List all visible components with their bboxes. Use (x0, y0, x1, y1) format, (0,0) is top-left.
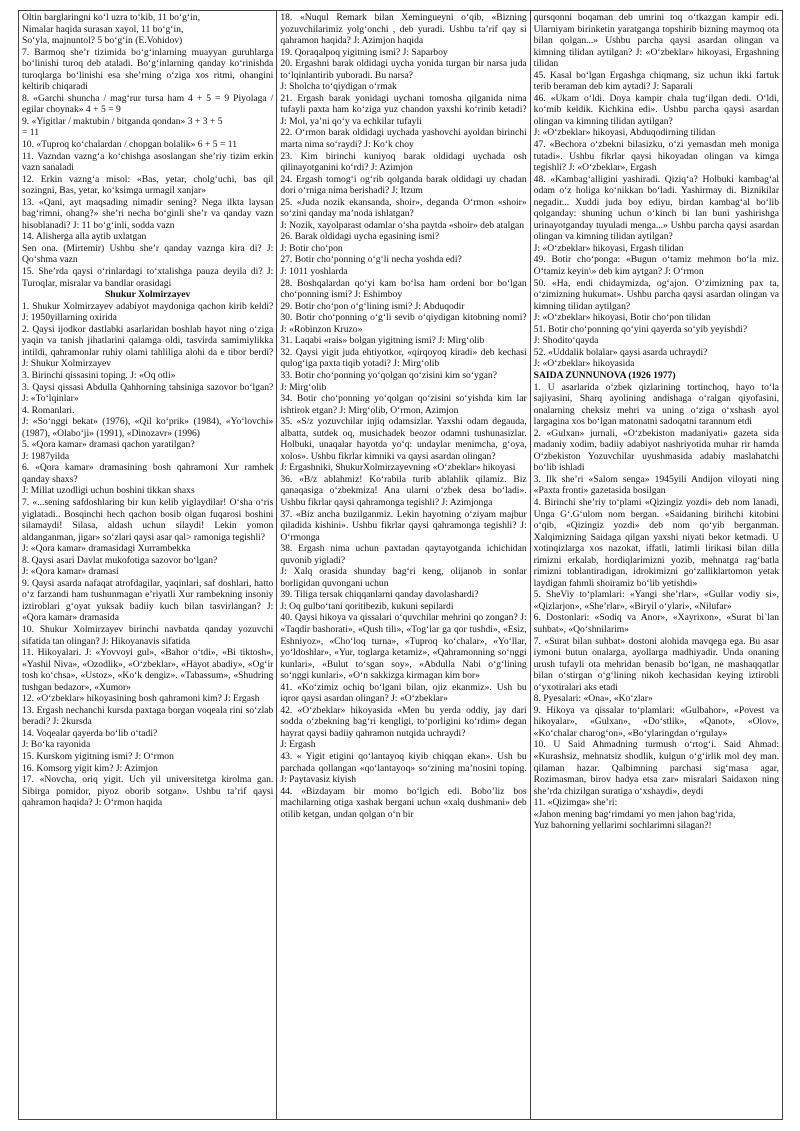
text-column-1 (19, 11, 276, 1119)
text-paragraph: 41. «Ko‘zimiz ochiq bo‘lgani bilan, ojiz ekanmiz». Ush bu iqror qaysi asardan olingan? J: «O‘zbeklar» (280, 681, 527, 705)
text-paragraph: 3. Ilk she’ri «Salom senga» 1945yili Andijon viloyati ning «Paxta fronti» gazetasida bosilgan (533, 473, 780, 497)
text-paragraph: 51. Botir cho‘ponning qo‘yini qayerda so‘yib yeyishdi? (533, 323, 748, 335)
text-paragraph: Oltin barglaringni ko‘l uzra to‘kib, 11 bo‘g‘in, (22, 12, 200, 23)
text-paragraph: 8. «Garchi shuncha / mag‘rur tursa ham 4 + 5 = 9 Piyolaga / egilar choynak» 4 + 5 = 9 (22, 92, 274, 116)
text-paragraph: 50. «Ha, endi chidaymizda, og‘ajon. O‘zimizning pax ta, o‘zimizning hukumat». Ushbu parcha qaysi asardan olingan va kimning tilidan aytilgan? (533, 277, 780, 312)
text-paragraph: 1. U asarlarida o‘zbek qizlarining tortinchoq, hayo to‘la sajiyasini, Sharq ayolining andishaga o‘ralgan qiyofasini, onalarning cheksiz mehri va uning o‘ziga o‘xshash ayol largagina xos bo‘lgan matonatni sadoqatni tarannum etdi (533, 381, 780, 428)
text-paragraph: 39. Tiliga tersak chiqqanlarni qanday davolashardi? (280, 589, 479, 601)
text-paragraph: J: Millat uzodligi uchun boshini tikkan shaxs (22, 485, 195, 497)
text-paragraph: 30. Botir cho‘ponning o‘g‘li sevib o‘qiydigan kitobning nomi? J: «Robinzon Kruzo» (280, 312, 527, 335)
text-paragraph: 4. Romanlari. (22, 404, 75, 416)
text-paragraph: J: «O‘zbeklar» hikoyasi, Botir cho‘pon tilidan (533, 312, 711, 324)
text-column-2 (276, 11, 529, 1119)
text-paragraph: 9. Hikoya va qissalar to‘plamlari: «Gulbahor», «Povest va hikoyalar», «Gulxan», «Do‘stlik», «Qanot», «Olov», «Ko‘chalar charog‘on», «Bo‘ylaringdan o‘rgulay» (533, 704, 780, 739)
section-heading: SAIDA ZUNNUNOVA (1926 1977) (533, 369, 676, 381)
text-paragraph: J: Oq gulbo‘tani qoritibezib, kukuni sepilardi (280, 600, 454, 612)
text-paragraph: So‘yla, majnuntol? 5 bo‘g‘in (E.Vohidov) (22, 35, 183, 47)
text-paragraph: J: Ergash (280, 739, 316, 751)
text-paragraph: 9. Qaysi asarda nafaqat atrofdagilar, yaqinlari, saf doshlari, hatto o‘z farzandi ham tushunmagan e’riyatli Xur rambekning insoniy iztiroblari g‘oyat yuksak badiiy kuch bilan tasvirlangan? J: «Qora kamar» dramasida (22, 577, 274, 624)
text-paragraph: 48. «Kambag‘alligini yashiradi. Qiziq‘a? Holbuki kambag‘al odam o‘z holiga ko‘nikkan bo‘ladi. Yashirmay di. Biznikilar negadir... Xuddi juda boy ediyu, birdan kambag‘al bo‘lib qolganday: shuning uchun o‘kinch bi lan buni yashirishga urinayotganday tuyuladi menga...» Ushbu parcha qaysi asardan olingan va kimning tilidan aytilgan? (533, 173, 780, 243)
text-paragraph: 26. Barak oldidagi uycha egasining ismi? (280, 231, 440, 243)
text-paragraph: 20. Ergashni barak oldidagi uycha yonida turgan bir narsa juda to‘lqinlantirib yuboradi. Bu narsa? (280, 58, 527, 81)
text-paragraph: 3. Qaysi qissasi Abdulla Qahhorning tahsiniga sazovor bo‘lgan? J: «To‘lqinlar» (22, 381, 274, 405)
text-paragraph: 13. «Qani, ayt maqsading nimadir sening? Nega ilkta laysan bag‘rimni, ohang?» she’ri necha bo‘ginli she’r va qanday vazn hisoblanadi? J: 11 bo‘g‘inli, sodda vazn (22, 196, 274, 231)
text-paragraph: 47. «Bechora o‘zbekni bilasizku, o‘zi yemasdan meh moniga tutadi». Ushbu fikrlar qaysi hikoyadan olingan va kimga tegishli? J: «O‘zbeklar», Ergash (533, 139, 780, 174)
text-paragraph: 4. Birinchi she’riy to‘plami «Qizingiz yozdi» deb nom lanadi, Unga G‘.G‘ulom nom bergan. «Saidaning birihchi kitobini o‘qib, «Qizingiz yozdi» deb nom qo‘yib berganman. Xalqimizning Saidaga qilgan yaxshi niyati bekor ketmadi. U xotinqizlarga xos nazokat, iffatli, latimli lirikasi bilan dilla rimizni erkalab, hordiqlarimizni yozib, mehnatga rag‘batla rimizni toblantiradigan, idrokimizni go‘zalliklartomon yetak laydigan fahmli shoiramiz bo‘lib yetishdi» (533, 496, 780, 589)
document-page (18, 10, 783, 1120)
text-paragraph: Nimalar haqida surasan xayol, 11 bo‘g‘in, (22, 23, 184, 35)
text-paragraph: 52. «Uddalik bolalar» qaysi asarda uchraydi? (533, 346, 708, 358)
text-paragraph: 8. Pyesalari: «Ona», «Ko‘zlar» (533, 693, 653, 705)
text-paragraph: 1. Shukur Xolmirzayev adabiyot maydoniga qachon kirib keldi? J: 1950yillarning oxirida (22, 300, 274, 324)
text-paragraph: 35. «S/z yozuvchilar injiq odamsizlar. Yaxshi odam degauda, albatta, sutdek oq, musichadek beozor odamni tushunasizlar. Holbuki, unaqalar hayotda yo‘q: undaylar menimcha, g‘oya, xolos». Ushbu fikrlar kimniki va qaysi asardan olingan? (280, 416, 527, 462)
text-paragraph: 45. Kasal bo‘lgan Ergashga chiqmang, siz uchun ikki fartuk terib beraman deb kim aytadi? J: Saparali (533, 69, 780, 93)
text-paragraph: 8. Qaysi asari Davlat mukofotiga sazovor bo‘lgan? (22, 554, 218, 566)
text-paragraph: 33. Botir cho‘ponning yo‘qolgan qo‘zisini kim so‘ygan? (280, 369, 497, 381)
text-paragraph: 3. Birinchi qissasini toping. J: «Oq otli» (22, 369, 176, 381)
text-paragraph: J: Botir cho‘pon (280, 242, 343, 254)
text-paragraph: 37. «Biz ancha buzilganmiz. Lekin hayotning o‘ziyam majbur qiladida kishini». Ushbu fikrlar qaysi qahramonga tegishli? J: O‘rmonga (280, 508, 527, 543)
text-paragraph: J: «Qora kamar» dramasi (22, 566, 119, 578)
text-paragraph: J: «O‘zbeklar» hikoyasi, Abduqodirning tilidan (533, 127, 716, 139)
text-paragraph: J: «O‘zbeklar» hikoyasida (533, 358, 635, 370)
text-paragraph: 22. O‘rmon barak oldidagi uychada yashovchi ayoldan birinchi marta nima so‘raydi? J: Ko‘k choy (280, 127, 527, 151)
text-paragraph: 38. Ergash nima uchun paxtadan qaytayotganda ichichidan quvonib yigladi? (280, 543, 527, 566)
text-paragraph: 7. Barmoq she’r tizimida bo‘g‘inlarning muayyan guruhlarga bo‘linishi turoq deb ataladi. Bo‘g‘inlarning qanday ko‘rinishda turoqlarga bo‘linishi esa she’rning o‘ziga xos ritmi, ohangini keltirib chiqaradi (22, 46, 274, 93)
text-paragraph: 19. Qoraqalpoq yigitning ismi? J: Saparboy (280, 46, 448, 58)
text-paragraph: 6. «Qora kamar» dramasining bosh qahramoni Xur ramhek qanday shaxs? (22, 462, 274, 485)
text-paragraph: 10. Shukur Xolmirzayev birinchi navbatda qanday yozuvchi sifatida tan olingan? J: Hikoyanavis sifatida (22, 623, 274, 647)
text-paragraph: 11. Vazndan vazng‘a ko‘chishga asoslangan she’riy tizim erkin vazn sanaladi (22, 150, 274, 174)
text-paragraph: 36. «B/z ablahmiz! Ko‘rabila turib ablahlik qilamiz. Biz qanaqasiga o‘zbekmiza! Ana ularni o‘zbek desa bo‘ladi». Ushbu fikrlar qaysi qahramonga tegishli? J: Azimjonga (280, 473, 527, 508)
text-paragraph: 46. «Ukam o‘ldi. Doya kampir chala tug‘ilgan dedi. O‘ldi, ko‘mib keldik. Kichkina edi». Ushbu parcha qaysi asardan olingan va kimning tilidan aytilgan? (533, 92, 780, 127)
text-paragraph: 2. «Gulxan» jurnali, «O‘zbekiston madaniyati» gazeta sida madaniy xodim, badiiy adabiyot nashriyotida muhar rir hamda O‘zbekiston Yozuvchilar uyushmasida adabiy maslahatchi bo‘lib ishladi (533, 427, 780, 474)
text-paragraph: 49. Botir cho‘ponga: «Bugun o‘tamiz mehmon bo‘la miz. O‘tamiz keyin\» deb kim aytgan? J: O‘rmon (533, 254, 780, 278)
text-paragraph: 7. «...sening safdoshlaring bir kun kelib yiglaydilar! O‘sha o‘ris yiglatadi.. Bosqinchi hech qachon bosib olgan fuqarosi boshini silamaydi! Silasa, aldash uchun silaydi! Lekin yomon aldanganman, jigar» so‘zlari qaysi asar qal> ramoniga tegishli? (22, 496, 274, 543)
text-paragraph: 10. «Tuproq ko‘chalardan / chopgan bolalik» 6 + 5 = 11 (22, 139, 238, 151)
text-paragraph: 11. Hikoyalari. J: «Yovvoyi gul», «Bahor o‘tdi», «Bi tiktosh», «Yashil Niva», «Ozodlik», «O‘zbeklar», «Hayot abadiy», «Og‘ir tosh ko‘chsa», «Ustoz», «Ko‘k dengiz». «Tabassum», «Shudring tushgan bedazor», «Xumor» (22, 647, 274, 693)
text-paragraph: 5. «Qora kamar» dramasi qachon yaratilgan? (22, 439, 195, 451)
text-paragraph: qursqonni boqaman deb umrini toq o‘tkazgan kampir edi. Ularniyam birinketin yaratganga topshirib bizning maymoq ota bilan qolgan...» Ushbu parcha qaysi asardan olingan va kimning tilidan aytilgan? J: «O‘zbeklar» hikoyasi, Ergashning tilidan (533, 12, 780, 70)
text-paragraph: 32. Qaysi yigit juda ehtiyotkor, «qirqoyoq kiradi» deb kechasi qulog‘iga paxta tiqib yotadi? J: Mirg‘olib (280, 346, 527, 370)
text-paragraph: 18. «Nuqul Remark bilan Xemingueyni o‘qib, «Bizning yozuvchilarimiz yolg‘onchi , deb yuradi. Ushbu ta’rif qay si qahramon haqida? J: Azimjon haqida (280, 12, 527, 47)
text-paragraph: J: Nozik, xayolparast odamlar o‘sha paytda «shoir» deb atalgan (280, 219, 525, 231)
text-paragraph: J: «So‘nggi bekat» (1976), «Qil ko‘prik» (1984), «Yo‘lovchi» (1987), «Olabo‘ji» (1991), «Dinozavr» (1996) (22, 416, 274, 439)
text-paragraph: «Jahon mening bag‘rimdami yo men jahon bag‘rida, (533, 808, 736, 820)
text-column-3 (530, 11, 782, 1119)
text-paragraph: 23. Kim birinchi kuniyoq barak oldidagi uychada osh qilinayotganini ko‘rdi? J: Azimjon (280, 150, 527, 174)
text-paragraph: 17. «Novcha, oriq yigit. Uch yil universitetga kirolma gan. Sibirga pomidor, piyoz oborib sotgan». Ushbu ta’rif qaysi qahramon haqida? J: O‘rmon haqida (22, 774, 274, 809)
text-paragraph: 27. Botir cho‘ponning o‘g‘li necha yoshda edi? (280, 254, 462, 266)
text-paragraph: 28. Boshqalardan qo‘yi kam bo‘lsa ham ordeni bor bo‘lgan cho‘ponning ismi? J: Eshimboy (280, 277, 527, 301)
text-paragraph: 15. She’rda qaysi o‘rinlardagi to‘xtalishga pauza deyila di? J: Turoqlar, misralar va bandlar orasidagi (22, 266, 274, 289)
text-paragraph: Sen ona. (Mirtemir) Ushbu she’r qanday vaznga kira di? J: Qo‘shma vazn (22, 242, 274, 266)
text-paragraph: J: Shodito‘qayda (533, 335, 599, 347)
text-paragraph: J: «O‘zbeklar» hikoyasi, Ergash tilidan (533, 242, 684, 254)
text-paragraph: J: Mirg‘olib (280, 381, 327, 393)
section-heading: Shukur Xolmirzayev (104, 289, 191, 301)
text-paragraph: J: Sholcha to‘qiydigan o‘rmak (280, 81, 397, 93)
text-paragraph: 14. Voqealar qayerda bo‘lib o‘tadi? (22, 727, 158, 739)
text-paragraph: 9. «Yigitlar / maktubin / bitganda qondan» 3 + 3 + 5 (22, 115, 223, 127)
text-paragraph: 21. Ergash barak yonidagi uychani tomosha qilganida nima tufayli paxta ham ko‘ziga yuz chandon yaxshi ko‘rinib ketadi? J: Mol, ya’ni qo‘y va echkilar tufayli (280, 92, 527, 127)
text-paragraph: 40. Qaysi hikoya va qissalari o‘quvchilar mehrini qo zongan? J: «Taqdir bashorati», «Qush tili», «Tog‘lar ga qor tushdi», «Esiz, Eshniyoz», «Cho‘loq turna», «Tuproq ko‘chalar», «Yo‘llar, yo‘ldoshlar», «Yur, toglarga ketamiz», «Qahramonning so‘nggi kunlari», «Bulut to‘sgan soy», «Abdulla Nabi o‘g‘lining so‘nggi kunlari», «O‘n sakkizga kirmagan kim bor» (280, 612, 527, 682)
text-paragraph: 24. Ergash tomog‘i og‘rib qolganda barak oldidagi uy chadan dori o‘rniga nima berishadi? J: Itzum (280, 173, 527, 197)
text-paragraph: J: «Qora kamar» dramasidagi Xurrambekka (22, 543, 191, 555)
text-paragraph: 43. « Yigit etigini qo‘lantayoq kiyib chiqqan ekan». Ush bu parchada qollangan «qo‘lantayoq» so‘zining ma’nosini toping. J: Paytavasiz kiyish (280, 751, 527, 786)
text-paragraph: J: Bo‘ka rayonida (22, 739, 91, 751)
text-paragraph: 2. Qaysi ijodkor dastlabki asarlaridan boshlab hayot ning o‘ziga yaqin va tanish jihatlarini qalamga oldi, tasvirda samimiylikka intildi, qahramonlar ruhiy olami tahliliga alohi da e tibor berdi? J: Shukur Xolmirzayev (22, 323, 274, 370)
text-paragraph: 31. Laqabi «rais» bolgan yigitning ismi? J: Mirg‘olib (280, 335, 485, 347)
text-paragraph: J: 1987yilda (22, 450, 70, 462)
text-paragraph: 11. «Qizimga» she’ri: (533, 797, 618, 809)
text-paragraph: = 11 (22, 127, 40, 139)
text-paragraph: J: Ergashniki, ShukurXolmirzayevning «O‘zbeklar» hikoyasi (280, 462, 516, 474)
text-paragraph: 34. Botir cho‘ponning yo‘qolgan qo‘zisini so‘yishda kim lar ishtirok etgan? J: Mirg‘olib, O‘rmon, Azimjon (280, 393, 527, 416)
text-paragraph: 15. Kurskom yigitning ismi? J: O‘rmon (22, 751, 174, 762)
text-paragraph: 16. Komsorg yigit kim? J: Azimjon (22, 762, 158, 774)
text-paragraph: 13. Ergash nechanchi kursda paxtaga borgan voqeala rini so‘zlab beradi? J: 2kursda (22, 704, 274, 728)
text-paragraph: 6. Dostonlari: «Sodiq va Anor», «Xayrixon», «Surat bi`lan suhbat», «Qo‘shnilarim» (533, 612, 780, 635)
text-paragraph: 7. «Surat bilan suhbat» dostoni alohida mavqega ega. Bu asar iymoni butun onalarga, ayollarga madhiyadir. Unda onaning urush tufayli ota mehridan benasib bo‘lgan, ne mashaqqatlar bilan o‘stirgan o‘g‘lining nikoh kechasidan keying iztirobli o‘yxotiralari aks etadi (533, 635, 780, 693)
text-paragraph: 10. U Said Ahmadning turmush o‘rtog‘i. Said Ahmad: «Kurashsiz, mehnatsiz shodlik, kulgun o‘g‘irlik mol dey man. qilaman hazar. Qalbimning parchasi sig‘masa agar, Rozimasman, birov hadya etsa zar» misralari Saidaxon ning she’rda chizilgan suratiga o‘xshaydi», deydi (533, 739, 780, 797)
text-paragraph: 14. Alisherga alla aytib uxlatgan (22, 231, 147, 243)
text-paragraph: 5. SheViy to‘plamlari: «Yangi she’rlar», «Gullar vodiy si», «Qizlarjon», «She’rlar», «Biryil o‘ylari», «Nilufar» (533, 589, 780, 612)
text-paragraph: Yuz bahorning yellarimi sochlarimni silagan?! (533, 820, 712, 832)
text-paragraph: 12. «O‘zbeklar» hikoyasining bosh qahramoni kim? J: Ergash (22, 693, 260, 705)
text-paragraph: 29. Botir cho‘pon o‘g‘lining ismi? J: Abduqodir (280, 300, 465, 312)
text-paragraph: J: Xalq orasida shunday bag‘ri keng, olijanob in sonlar borligidan quvongani uchun (280, 566, 527, 589)
text-paragraph: J: 1011 yoshlarda (280, 266, 348, 278)
text-paragraph: 25. «Juda nozik ekansanda, shoir», deganda O‘rmon «shoir» so‘zini qanday ma’noda ishlatgan? (280, 196, 527, 220)
text-paragraph: 12. Erkin vazng‘a misol: «Bas, yetar, cholg‘uchi, bas qil sozingni, Bas, yetar, ko‘ksimga urmagil xanjar» (22, 173, 274, 197)
text-paragraph: 42. «O‘zbeklar» hikoyasida «Men bu yerda oddiy, jay dari sodda o‘zbekning bag‘ri kengligi, to‘porligini ko‘rdim» degan hayrat qaysi badiiy qahramon nutqida uchraydi? (280, 704, 527, 739)
text-paragraph: 44. «Bizdayam bir momo bo‘lgich edi. Bobo’liz bos machilarning otiga xashak bergani uchun «xalq dushmani» deb otilib ketgan, undan qolgan o‘n bir (280, 785, 527, 820)
